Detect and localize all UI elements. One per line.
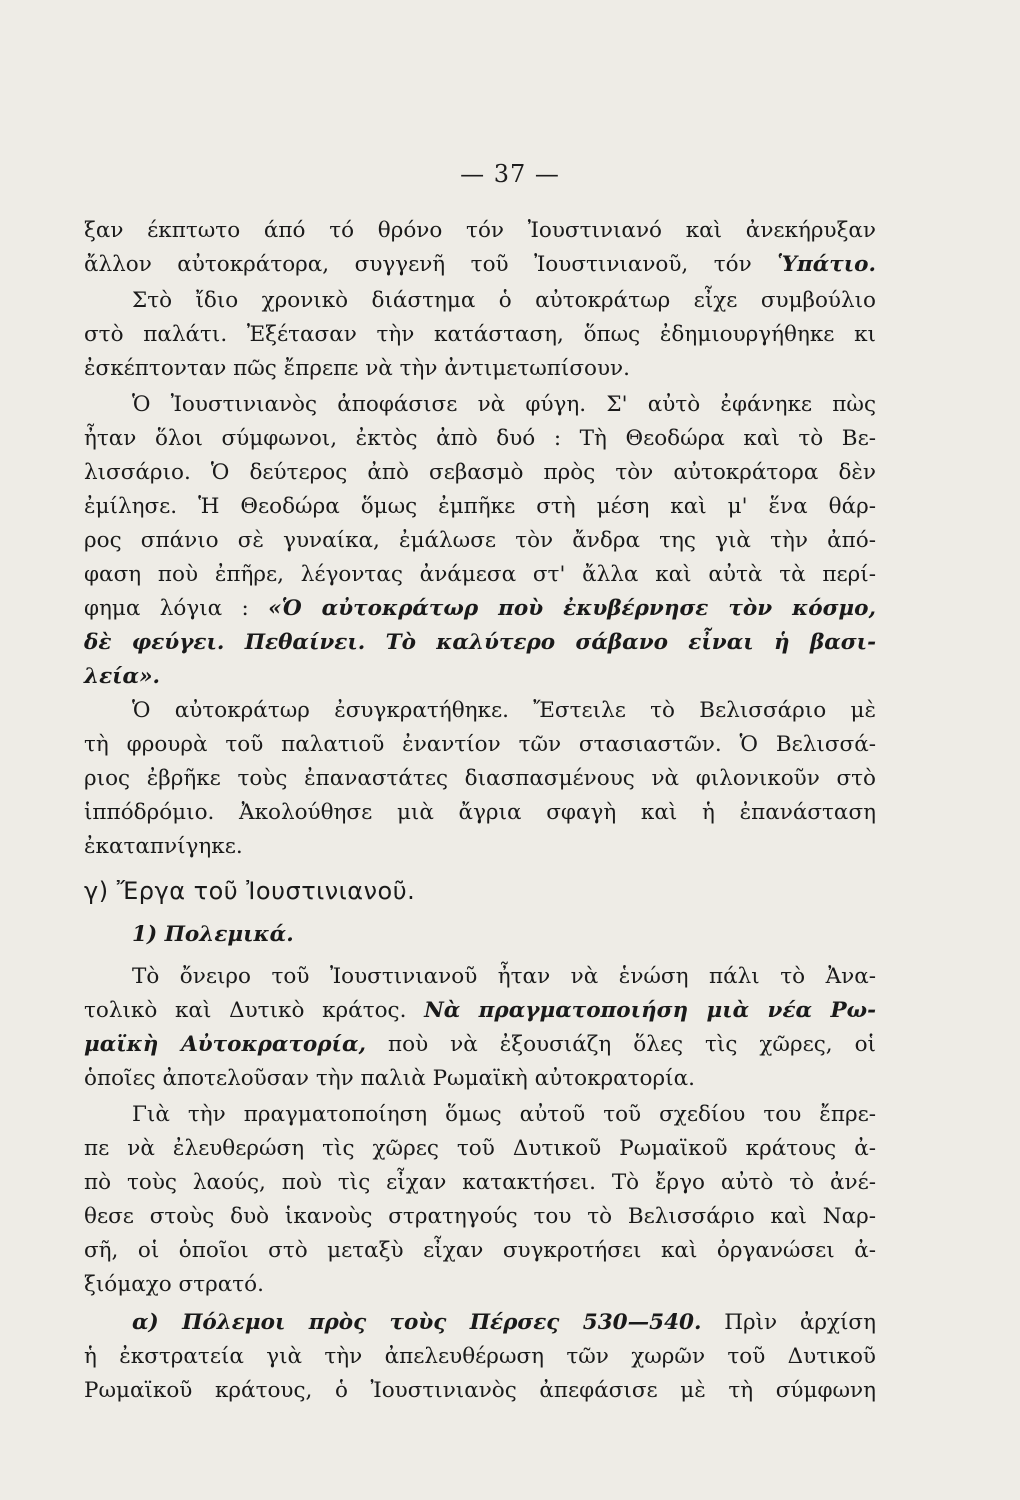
text-line: θεσε στοὺς δυὸ ἱκανοὺς στρατηγούς του τὸ Βελισσάριο καὶ Ναρ- <box>84 1204 876 1229</box>
text-span: ἄλλον αὐτοκράτορα, συγγενῆ τοῦ Ἰουστινιανοῦ, τόν <box>84 252 752 277</box>
emphasis-text: Νὰ πραγματοποιήση μιὰ νέα Ρω- <box>424 998 876 1023</box>
text-line <box>84 1028 876 1062</box>
text-line: Στὸ ἴδιο χρονικὸ διάστημα ὁ αὐτοκράτωρ εἶχε συμβούλιο <box>132 288 876 313</box>
page-number: — 37 — <box>460 160 560 188</box>
text-line: πὸ τοὺς λαούς, ποὺ τὶς εἶχαν κατακτήσει. Τὸ ἔργο αὐτὸ τὸ ἀνέ- <box>84 1170 876 1195</box>
text-line: λισσάριο. Ὁ δεύτερος ἀπὸ σεβασμὸ πρὸς τὸν αὐτοκράτορα δὲν <box>84 460 876 485</box>
text-line: ἡ ἐκστρατεία γιὰ τὴν ἀπελευθέρωση τῶν χωρῶν τοῦ Δυτικοῦ <box>84 1344 876 1369</box>
text-line: ἐκαταπνίγηκε. <box>84 834 243 859</box>
text-line: ἦταν ὅλοι σύμφωνοι, ἐκτὸς ἀπὸ δυό : Τὴ Θεοδώρα καὶ τὸ Βε- <box>84 426 876 451</box>
sub-heading-inline: α) Πόλεμοι πρὸς τοὺς Πέρσες 530—540. <box>132 1310 702 1335</box>
text-line: Ρωμαϊκοῦ κράτους, ὁ Ἰουστινιανὸς ἀπεφάσισε μὲ τὴ σύμφωνη <box>84 1378 876 1403</box>
text-line: ἐσκέπτονταν πῶς ἔπρεπε νὰ τὴν ἀντιμετωπίσουν. <box>84 356 630 381</box>
emphasis-name: Ὑπάτιο. <box>777 252 876 277</box>
section-heading: γ) Ἔργα τοῦ Ἰουστινιανοῦ. <box>84 877 416 905</box>
text-span: ποὺ νὰ ἐξουσιάζη ὅλες τὶς χῶρες, οἱ <box>388 1032 876 1057</box>
text-line: τὴ φρουρὰ τοῦ παλατιοῦ ἐναντίον τῶν στασιαστῶν. Ὁ Βελισσά- <box>84 732 876 757</box>
quote-text: «Ὁ αὐτοκράτωρ ποὺ ἐκυβέρνησε τὸν κόσμο, <box>268 596 876 621</box>
text-line: σῆ, οἱ ὁποῖοι στὸ μεταξὺ εἶχαν συγκροτήσει καὶ ὀργανώσει ἀ- <box>84 1238 876 1263</box>
emphasis-text: μαϊκὴ Αὐτοκρατορία, <box>84 1032 366 1057</box>
text-line: Γιὰ τὴν πραγματοποίηση ὅμως αὐτοῦ τοῦ σχεδίου του ἔπρε- <box>132 1102 876 1127</box>
text-span: τολικὸ καὶ Δυτικὸ κράτος. <box>84 998 407 1023</box>
text-line <box>84 248 876 282</box>
quote-line: δὲ φεύγει. Πεθαίνει. Τὸ καλύτερο σάβανο εἶναι ἡ βασι- <box>84 630 876 655</box>
quote-line: λεία». <box>84 664 161 689</box>
text-line: Τὸ ὄνειρο τοῦ Ἰουστινιανοῦ ἦταν νὰ ἑνώση πάλι τὸ Ἀνα- <box>132 964 876 989</box>
text-line: ἐμίλησε. Ἡ Θεοδώρα ὅμως ἐμπῆκε στὴ μέση καὶ μ' ἕνα θάρ- <box>84 494 876 519</box>
text-line: Ὁ Ἰουστινιανὸς ἀποφάσισε νὰ φύγη. Σ' αὐτὸ ἐφάνηκε πὼς <box>132 392 876 417</box>
text-line: ξαν έκπτωτο άπό τό θρόνο τόν Ἰουστινιανό καὶ ἀνεκήρυξαν <box>84 218 876 243</box>
text-line: στὸ παλάτι. Ἐξέτασαν τὴν κατάσταση, ὅπως ἐδημιουργήθηκε κι <box>84 322 876 347</box>
text-span: φημα λόγια : <box>84 596 249 621</box>
sub-heading: 1) Πολεμικά. <box>132 922 294 947</box>
text-line: ξιόμαχο στρατό. <box>84 1272 264 1297</box>
text-line: Ὁ αὐτοκράτωρ ἐσυγκρατήθηκε. Ἔστειλε τὸ Βελισσάριο μὲ <box>132 698 876 723</box>
text-line: φαση ποὺ ἐπῆρε, λέγοντας ἀνάμεσα στ' ἄλλα καὶ αὐτὰ τὰ περί- <box>84 562 876 587</box>
text-line: ὁποῖες ἀποτελοῦσαν τὴν παλιὰ Ρωμαϊκὴ αὐτοκρατορία. <box>84 1066 695 1091</box>
text-line: ἱππόδρόμιο. Ἀκολούθησε μιὰ ἄγρια σφαγὴ καὶ ἡ ἐπανάσταση <box>84 800 876 825</box>
text-line <box>84 592 876 626</box>
text-line <box>84 994 876 1028</box>
text-line: ρος σπάνιο σὲ γυναίκα, ἐμάλωσε τὸν ἄνδρα της γιὰ τὴν ἀπό- <box>84 528 876 553</box>
text-line: πε νὰ ἐλευθερώση τὶς χῶρες τοῦ Δυτικοῦ Ρωμαϊκοῦ κράτους ἀ- <box>84 1136 876 1161</box>
text-span: Πρὶν ἀρχίση <box>724 1310 876 1335</box>
text-line <box>84 1306 876 1340</box>
text-line: ριος ἐβρῆκε τοὺς ἐπαναστάτες διασπασμένους νὰ φιλονικοῦν στὸ <box>84 766 876 791</box>
